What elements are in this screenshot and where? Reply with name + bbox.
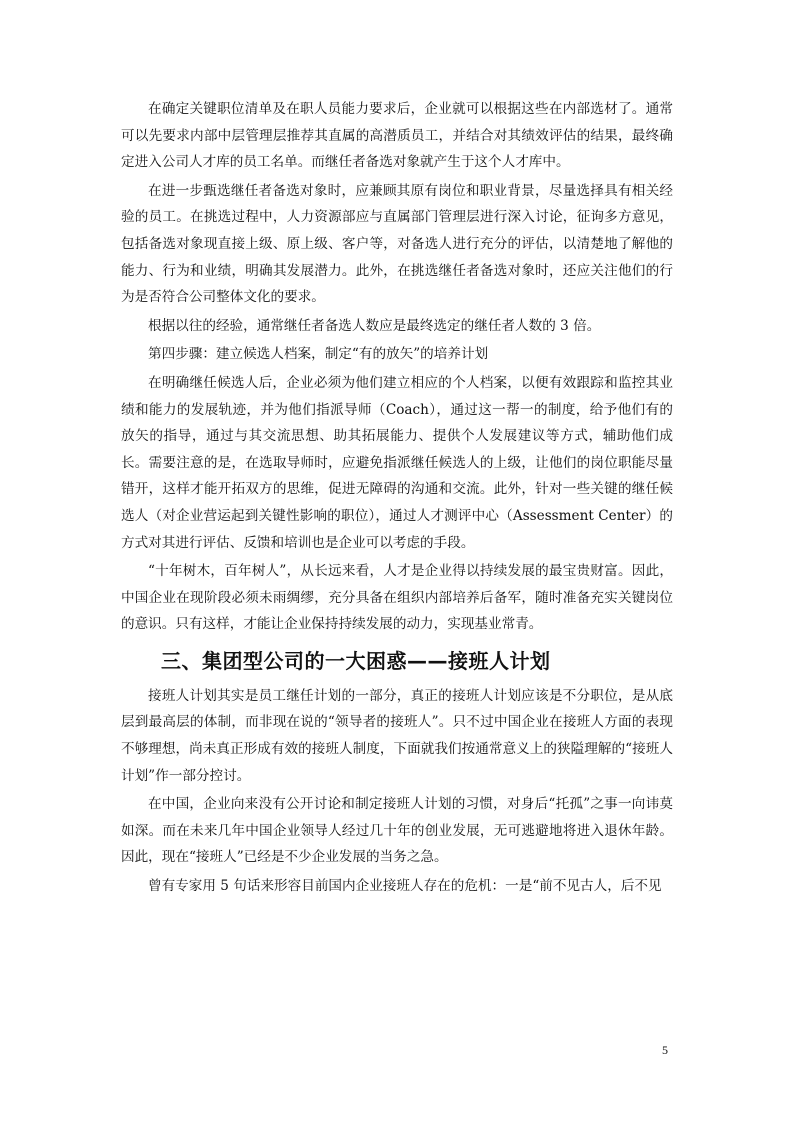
paragraph: 在明确继任候选人后，企业必须为他们建立相应的个人档案，以便有效跟踪和监控其业绩和能力的发展轨迹，并为他们指派导师（Coach），通过这一帮一的制度，给予他们有的放矢的指导，通过与其交流思想、助其拓展能力、提供个人发展建议等方式，辅助他们成长。需要注意的是，在选取导师时，应避免指派继任候选人的上级，让他们的岗位职能尽量错开，这样才能开拓双方的思维，促进无障碍的沟通和交流。此外，针对一些关键的继任候选人（对企业营运起到关键性影响的职位），通过人才测评中心（Assessment Center）的方式对其进行评估、反馈和培训也是企业可以考虑的手段。 bbox=[121, 374, 673, 551]
paragraph: 根据以往的经验，通常继任者备选人数应是最终选定的继任者人数的 3 倍。 bbox=[148, 317, 601, 334]
step-heading: 第四步骤：建立候选人档案，制定“有的放矢”的培养计划 bbox=[148, 346, 489, 363]
paragraph: 接班人计划其实是员工继任计划的一部分，真正的接班人计划应该是不分职位，是从底层到最高层的体制，而非现在说的“领导者的接班人”。只不过中国企业在接班人方面的表现不够理想，尚未真正形成有效的接班人制度，下面就我们按通常意义上的狭隘理解的“接班人计划”作一部分控讨。 bbox=[121, 687, 673, 784]
section-heading: 三、集团型公司的一大困惑——接班人计划 bbox=[161, 648, 551, 673]
paragraph: 在确定关键职位清单及在职人员能力要求后，企业就可以根据这些在内部选材了。通常可以先要求内部中层管理层推荐其直属的高潜质员工，并结合对其绩效评估的结果，最终确定进入公司人才库的员工名单。而继任者备选对象就产生于这个人才库中。 bbox=[121, 101, 673, 171]
paragraph: 曾有专家用 5 句话来形容目前国内企业接班人存在的危机：一是“前不见古人，后不见 bbox=[148, 878, 662, 895]
paragraph: 在进一步甄选继任者备选对象时，应兼顾其原有岗位和职业背景，尽量选择具有相关经验的员工。在挑选过程中，人力资源部应与直属部门管理层进行深入讨论，征询多方意见，包括备选对象现直接上级、原上级、客户等，对备选人进行充分的评估，以清楚地了解他的能力、行为和业绩，明确其发展潜力。此外，在挑选继任者备选对象时，还应关注他们的行为是否符合公司整体文化的要求。 bbox=[121, 182, 673, 306]
paragraph: 在中国，企业向来没有公开讨论和制定接班人计划的习惯，对身后“托孤”之事一向讳莫如深。而在未来几年中国企业领导人经过几十年的创业发展，无可逃避地将进入退休年龄。因此，现在“接班人”已经是不少企业发展的当务之急。 bbox=[121, 796, 673, 866]
paragraph: “十年树木，百年树人”，从长远来看，人才是企业得以持续发展的最宝贵财富。因此，中国企业在现阶段必须未雨绸缪，充分具备在组织内部培养后备军，随时准备充实关键岗位的意识。只有这样，才能让企业保持持续发展的动力，实现基业常青。 bbox=[121, 563, 673, 633]
page-number: 5 bbox=[662, 1043, 668, 1057]
page-body bbox=[121, 96, 673, 902]
